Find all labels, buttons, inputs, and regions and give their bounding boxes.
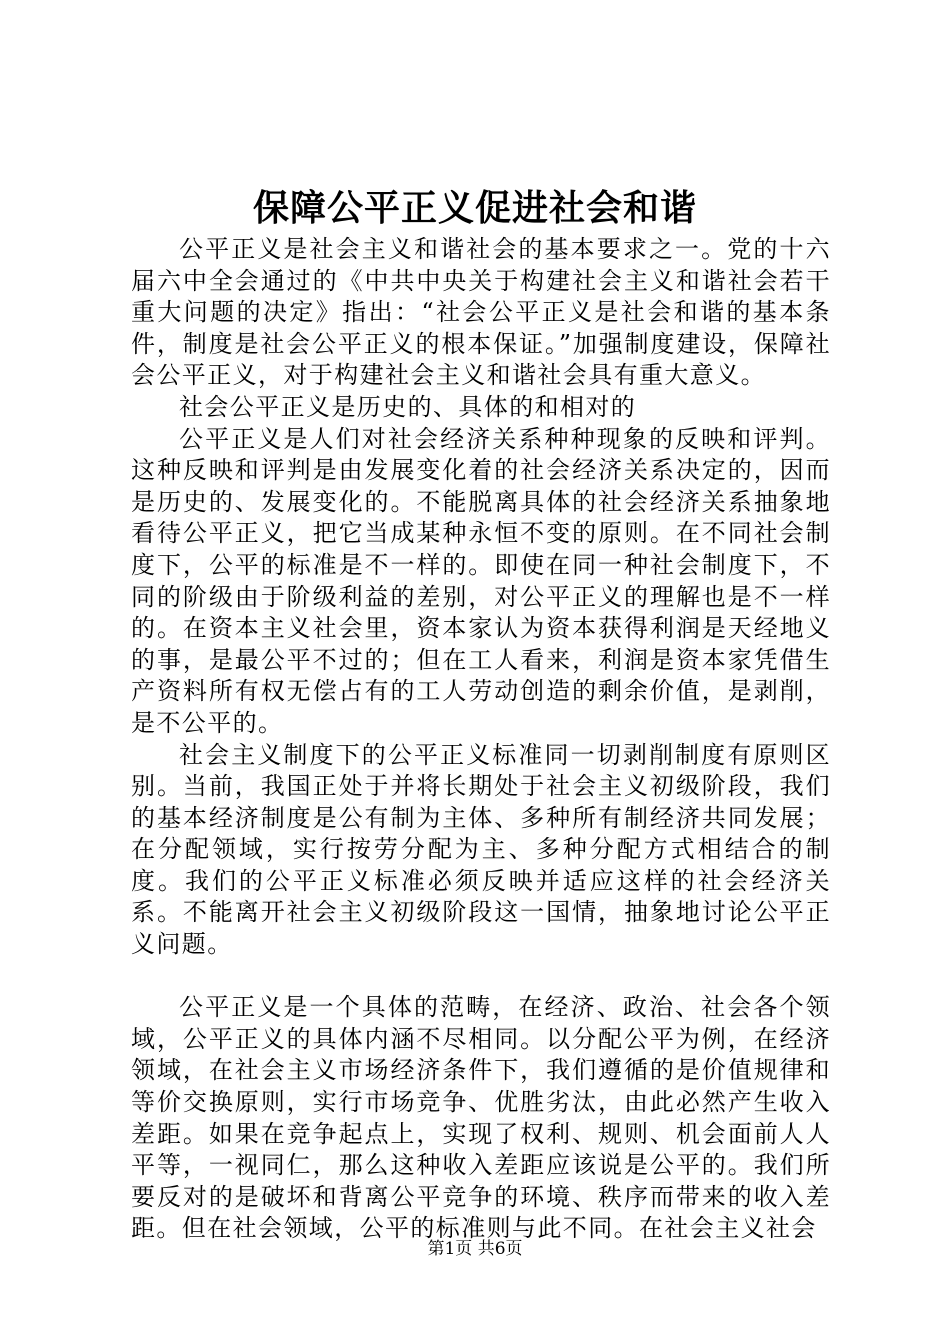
page-number-footer: 第1页 共6页 bbox=[427, 1239, 523, 1259]
paragraph-historical: 公平正义是人们对社会经济关系种种现象的反映和评判。这种反映和评判是由发展变化着的社会经济关系决定的，因而是历史的、发展变化的。不能脱离具体的社会经济关系抽象地看待公平正义，把它当成某种永恒不变的原则。在不同社会制度下，公平的标准是不一样的。即使在同一种社会制度下，不同的阶级由于阶级利益的差别，对公平正义的理解也是不一样的。在资本主义社会里，资本家认为资本获得利润是天经地义的事，是最公平不过的；但在工人看来，利润是资本家凭借生产资料所有权无偿占有的工人劳动创造的剩余价值，是剥削，是不公平的。 bbox=[131, 424, 831, 737]
paragraph-concrete-category: 公平正义是一个具体的范畴，在经济、政治、社会各个领域，公平正义的具体内涵不尽相同。以分配公平为例，在经济领域，在社会主义市场经济条件下，我们遵循的是价值规律和等价交换原则，实行市场竞争、优胜劣汰，由此必然产生收入差距。如果在竞争起点上，实现了权利、规则、机会面前人人平等，一视同仁，那么这种收入差距应该说是公平的。我们所要反对的是破坏和背离公平竞争的环境、秩序而带来的收入差距。但在社会领域，公平的标准则与此不同。在社会主义社会 bbox=[131, 993, 831, 1243]
paragraph-socialist-standard: 社会主义制度下的公平正义标准同一切剥削制度有原则区别。当前，我国正处于并将长期处于社会主义初级阶段，我们的基本经济制度是公有制为主体、多种所有制经济共同发展；在分配领域，实行按劳分配为主、多种分配方式相结合的制度。我们的公平正义标准必须反映并适应这样的社会经济关系。不能离开社会主义初级阶段这一国情，抽象地讨论公平正义问题。 bbox=[131, 740, 831, 959]
document-body bbox=[131, 234, 831, 1245]
section-heading: 社会公平正义是历史的、具体的和相对的 bbox=[179, 392, 637, 421]
paragraph-intro: 公平正义是社会主义和谐社会的基本要求之一。党的十六届六中全会通过的《中共中央关于构建社会主义和谐社会若干重大问题的决定》指出：“社会公平正义是社会和谐的基本条件，制度是社会公平正义的根本保证。”加强制度建设，保障社会公平正义，对于构建社会主义和谐社会具有重大意义。 bbox=[131, 235, 831, 390]
document-title: 保障公平正义促进社会和谐 bbox=[252, 187, 697, 229]
